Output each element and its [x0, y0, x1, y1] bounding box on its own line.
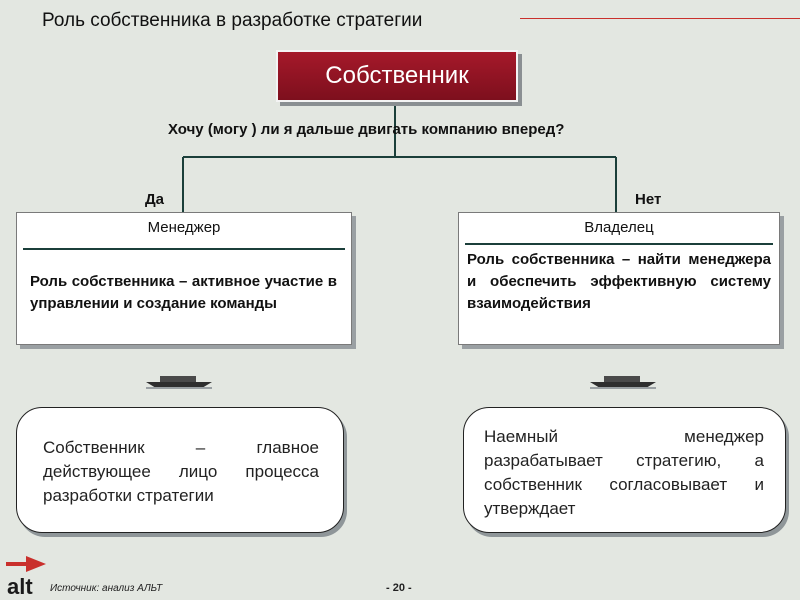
- owner-role-box-text: Роль собственника – найти менеджера и обеспечить эффективную систему взаимодействия: [467, 251, 771, 312]
- page-number: - 20 -: [386, 582, 412, 594]
- owner-conclusion-text: Наемный менеджер разрабатывает стратегию, а собственник согласовывает и утверждает: [484, 427, 764, 518]
- logo-text: alt: [7, 574, 33, 596]
- manager-box-title: Менеджер: [147, 219, 221, 236]
- alt-logo-icon: [6, 556, 46, 596]
- no-label: Нет: [635, 191, 662, 208]
- manager-box-divider: [23, 248, 345, 250]
- slide-title: Роль собственника в разработке стратегии: [42, 10, 423, 31]
- manager-box: [16, 212, 352, 345]
- owner-conclusion-box: [463, 407, 786, 533]
- manager-conclusion-box: [16, 407, 344, 533]
- decision-question: Хочу (могу ) ли я дальше двигать компанию вперед?: [168, 121, 565, 138]
- down-arrow-left-icon: [146, 376, 212, 390]
- source-note: Источник: анализ АЛЬТ: [50, 583, 163, 594]
- owner-role-box: [458, 212, 780, 345]
- owner-node: Собственник: [276, 50, 518, 102]
- down-arrow-right-icon: [590, 376, 656, 390]
- owner-role-box-divider: [465, 243, 773, 245]
- yes-label: Да: [145, 191, 165, 208]
- manager-box-text: Роль собственника – активное участие в управлении и создание команды: [30, 273, 337, 312]
- owner-role-box-title: Владелец: [584, 219, 654, 236]
- manager-conclusion-text: Собственник – главное действующее лицо процесса разработки стратегии: [43, 438, 319, 505]
